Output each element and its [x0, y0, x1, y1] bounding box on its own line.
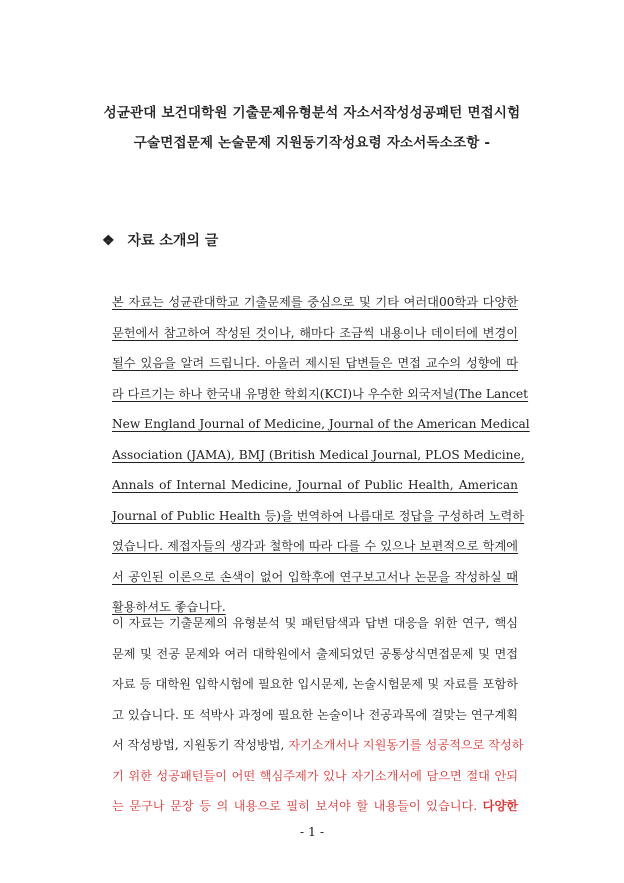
- diamond-bullet-icon: ❖: [102, 233, 115, 249]
- intro-line: Journal of Public Health 등)을 번역하여 나름대로 정답을 구성하려 노력하: [112, 508, 525, 523]
- intro-paragraph: [112, 287, 530, 623]
- intro-line: Annals of Internal Medicine, Journal of Public Health, American: [112, 478, 518, 492]
- body-line: 문제 및 전공 문제와 여러 대학원에서 출제되었던 공통상식면접문제 및 면접: [112, 646, 518, 661]
- intro-line: 문헌에서 참고하여 작성된 것이나, 해마다 조금씩 내용이나 데이터에 변경이: [112, 325, 518, 340]
- body-line-mixed: [112, 791, 518, 822]
- intro-line: Association (JAMA), BMJ (British Medical Journal, PLOS Medicine,: [112, 447, 525, 462]
- section-heading-text: 자료 소개의 글: [127, 233, 219, 249]
- body-paragraph: [112, 608, 524, 822]
- title-line-2: 구술면접문제 논술문제 지원동기작성요령 자소서독소조항 -: [133, 135, 491, 151]
- highlighted-line: 기 위한 성공패턴들이 어떤 핵심주제가 있나 자기소개서에 담으면 절대 안되: [112, 768, 518, 783]
- body-line: 자료 등 대학원 입학시험에 필요한 입시문제, 논술시험문제 및 자료를 포함하: [112, 677, 518, 691]
- page-number: - 1 -: [299, 824, 325, 839]
- intro-line: 라 다르기는 하나 한국내 유명한 학회지(KCI)나 우수한 외국저널(The Lancet: [112, 386, 529, 401]
- body-line: 이 자료는 기출문제의 유형분석 및 패턴탐색과 답변 대응을 위한 연구, 핵심: [112, 616, 518, 630]
- title-line-1: 성균관대 보건대학원 기출문제유형분석 자소서작성성공패턴 면접시험: [103, 105, 521, 121]
- highlighted-bold-text: 다양한: [482, 799, 518, 813]
- body-line: 고 있습니다. 또 석박사 과정에 필요한 논술이나 전공과목에 걸맞는 연구계획: [112, 707, 518, 722]
- intro-line: 될수 있음을 알려 드립니다. 아울러 제시된 답변들은 면접 교수의 성향에 따: [112, 356, 518, 370]
- intro-line: 였습니다. 제접자들의 생각과 철학에 따라 다를 수 있으나 보편적으로 학계에: [112, 539, 518, 553]
- intro-line: 활용하셔도 좋습니다.: [112, 600, 226, 614]
- highlighted-text: 자기소개서나 지원동기를 성공적으로 작성하: [288, 738, 524, 752]
- section-heading: [102, 230, 218, 250]
- intro-line: 서 공인된 이론으로 손색이 없어 입학후에 연구보고서나 논문을 작성하실 때: [112, 569, 518, 584]
- intro-line: 본 자료는 성균관대학교 기출문제를 중심으로 및 기타 여러대00학과 다양한: [112, 295, 518, 309]
- body-line-mixed: [112, 730, 524, 761]
- intro-line: New England Journal of Medicine, Journal of the American Medical: [112, 417, 530, 431]
- highlighted-text: 는 문구나 문장 등 의 내용으로 필히 보셔야 할 내용들이 있습니다.: [112, 799, 483, 813]
- body-line-text: 서 작성방법, 지원동기 작성방법,: [112, 738, 289, 752]
